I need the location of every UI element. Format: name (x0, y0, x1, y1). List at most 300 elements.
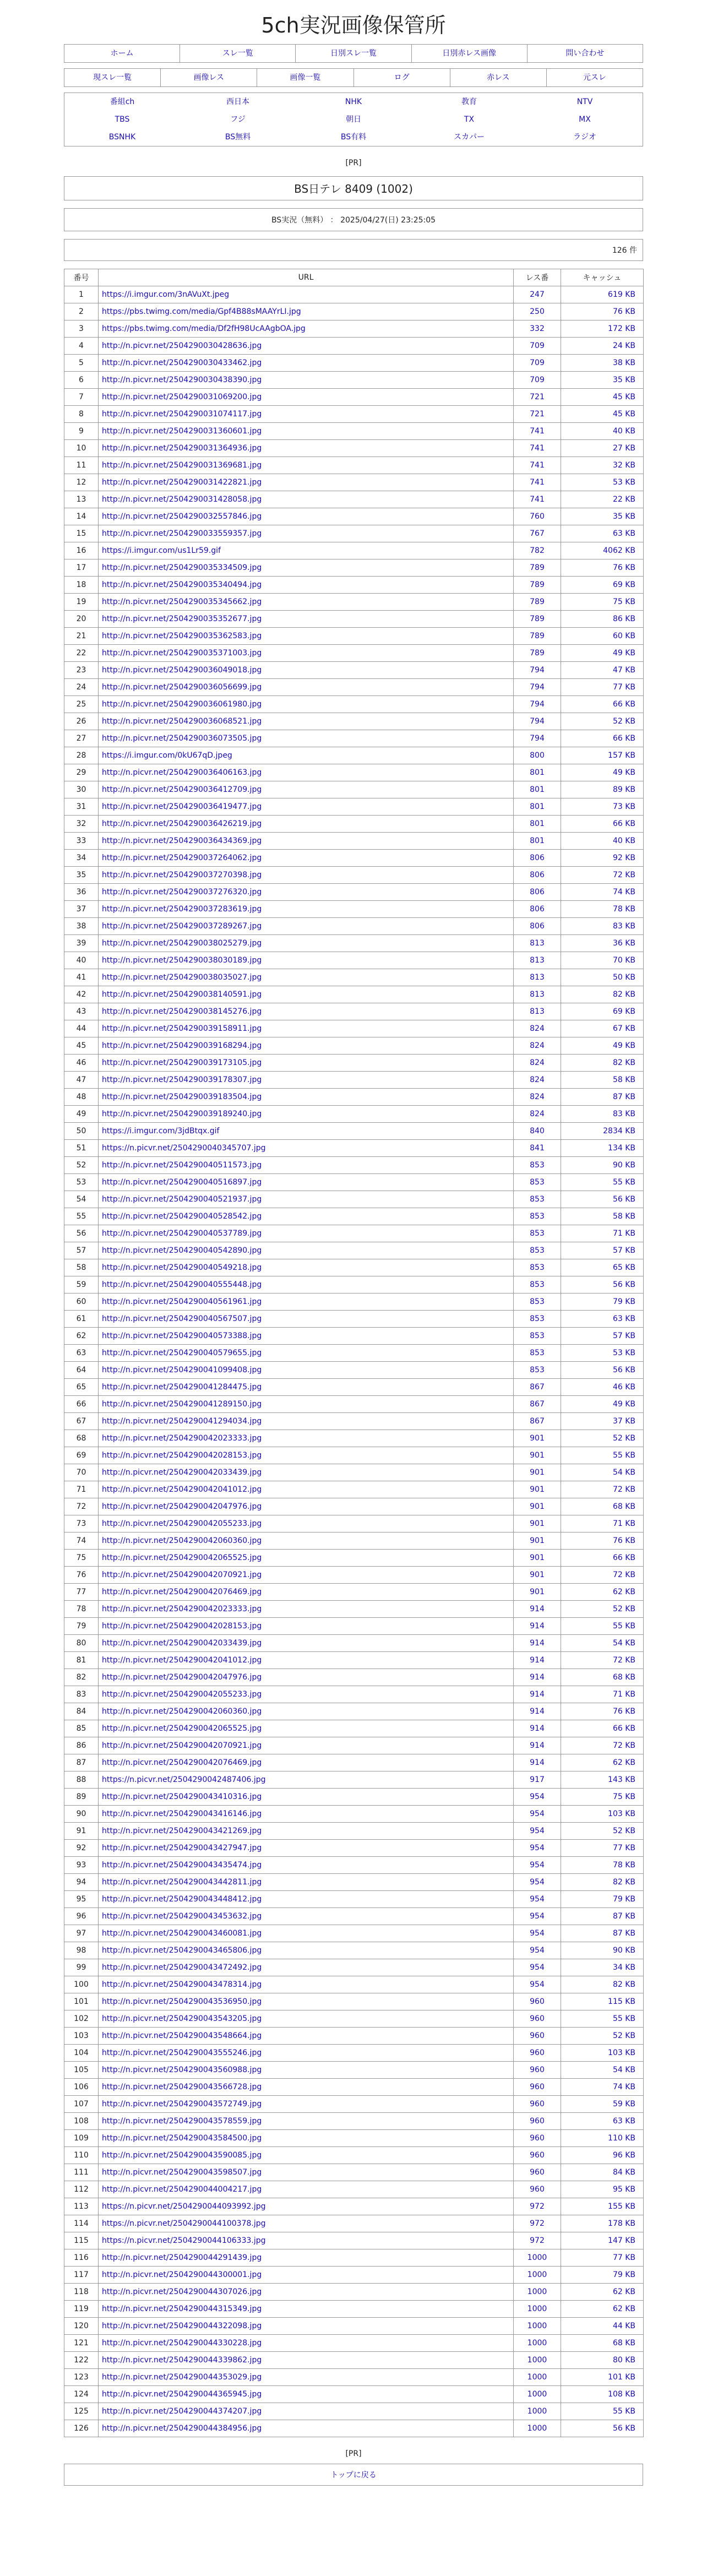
res-number-link[interactable]: 1000 (527, 2305, 547, 2313)
res-number-link[interactable]: 247 (530, 290, 545, 299)
res-number-link[interactable]: 901 (530, 1502, 545, 1511)
cache-size-link[interactable]: 45 KB (612, 410, 635, 419)
res-number-link[interactable]: 782 (530, 546, 545, 555)
channel-link[interactable]: TX (464, 115, 475, 124)
res-number-link[interactable]: 853 (530, 1297, 545, 1306)
channel-link[interactable]: NTV (577, 97, 593, 106)
res-number-link[interactable]: 741 (530, 427, 545, 436)
cache-size-link[interactable]: 62 KB (612, 2305, 635, 2313)
cache-size-link[interactable]: 45 KB (612, 393, 635, 401)
res-number-link[interactable]: 901 (530, 1570, 545, 1579)
res-number-link[interactable]: 813 (530, 956, 545, 965)
channel-link[interactable]: ラジオ (573, 133, 596, 142)
res-number-link[interactable]: 853 (530, 1229, 545, 1238)
res-number-link[interactable]: 794 (530, 700, 545, 709)
res-number-link[interactable]: 914 (530, 1622, 545, 1631)
image-url-link[interactable]: https://pbs.twimg.com/media/Df2fH98UcAAgbOA.jpg (102, 324, 306, 333)
cache-size-link[interactable]: 54 KB (612, 2066, 635, 2074)
res-number-link[interactable]: 794 (530, 666, 545, 675)
image-url-link[interactable]: http://n.picvr.net/2504290043560988.jpg (102, 2066, 262, 2074)
cache-size-link[interactable]: 74 KB (612, 2083, 635, 2091)
image-url-link[interactable]: http://n.picvr.net/2504290038035027.jpg (102, 973, 262, 982)
image-url-link[interactable]: http://n.picvr.net/2504290040561961.jpg (102, 1297, 262, 1306)
cache-size-link[interactable]: 68 KB (612, 1502, 635, 1511)
res-number-link[interactable]: 1000 (527, 2356, 547, 2365)
res-number-link[interactable]: 917 (530, 1775, 545, 1784)
cache-size-link[interactable]: 72 KB (612, 871, 635, 879)
image-url-link[interactable]: http://n.picvr.net/2504290032557846.jpg (102, 512, 262, 521)
res-number-link[interactable]: 813 (530, 973, 545, 982)
cache-size-link[interactable]: 83 KB (612, 1110, 635, 1118)
nav-daily-red-images[interactable]: 日別赤レス画像 (411, 45, 527, 62)
image-url-link[interactable]: http://n.picvr.net/2504290031428058.jpg (102, 495, 262, 504)
nav-home[interactable]: ホーム (110, 49, 134, 58)
channel-link[interactable]: BSNHK (108, 133, 136, 142)
image-url-link[interactable]: http://n.picvr.net/2504290043453632.jpg (102, 1912, 262, 1921)
res-number-link[interactable]: 853 (530, 1349, 545, 1357)
cache-size-link[interactable]: 115 KB (608, 1997, 635, 2006)
image-url-link[interactable]: http://n.picvr.net/2504290041284475.jpg (102, 1383, 262, 1392)
cache-size-link[interactable]: 60 KB (612, 632, 635, 640)
cache-size-link[interactable]: 66 KB (612, 1553, 635, 1562)
image-url-link[interactable]: http://n.picvr.net/2504290044339862.jpg (102, 2356, 262, 2365)
image-url-link[interactable]: http://n.picvr.net/2504290043435474.jpg (102, 1861, 262, 1869)
cache-size-link[interactable]: 63 KB (612, 2117, 635, 2126)
res-number-link[interactable]: 789 (530, 563, 545, 572)
res-number-link[interactable]: 914 (530, 1673, 545, 1682)
image-url-link[interactable]: http://n.picvr.net/2504290043465806.jpg (102, 1946, 262, 1955)
res-number-link[interactable]: 794 (530, 734, 545, 743)
res-number-link[interactable]: 853 (530, 1280, 545, 1289)
res-number-link[interactable]: 800 (530, 751, 545, 760)
image-url-link[interactable]: http://n.picvr.net/2504290044365945.jpg (102, 2390, 262, 2399)
image-url-link[interactable]: http://n.picvr.net/2504290044307026.jpg (102, 2287, 262, 2296)
res-number-link[interactable]: 901 (530, 1434, 545, 1443)
res-number-link[interactable]: 853 (530, 1366, 545, 1374)
image-url-link[interactable]: http://n.picvr.net/2504290042060360.jpg (102, 1707, 262, 1716)
image-url-link[interactable]: http://n.picvr.net/2504290040516897.jpg (102, 1178, 262, 1187)
res-number-link[interactable]: 853 (530, 1246, 545, 1255)
res-number-link[interactable]: 853 (530, 1332, 545, 1340)
image-url-link[interactable]: http://n.picvr.net/2504290042055233.jpg (102, 1519, 262, 1528)
res-number-link[interactable]: 901 (530, 1451, 545, 1460)
cache-size-link[interactable]: 172 KB (608, 324, 635, 333)
res-number-link[interactable]: 741 (530, 461, 545, 470)
image-url-link[interactable]: http://n.picvr.net/2504290035371003.jpg (102, 649, 262, 657)
res-number-link[interactable]: 824 (530, 1024, 545, 1033)
cache-size-link[interactable]: 52 KB (612, 1434, 635, 1443)
image-url-link[interactable]: http://n.picvr.net/2504290038030189.jpg (102, 956, 262, 965)
image-url-link[interactable]: http://n.picvr.net/2504290036419477.jpg (102, 802, 262, 811)
image-url-link[interactable]: http://n.picvr.net/2504290031369681.jpg (102, 461, 262, 470)
cache-size-link[interactable]: 83 KB (612, 922, 635, 931)
res-number-link[interactable]: 972 (530, 2219, 545, 2228)
image-url-link[interactable]: http://n.picvr.net/2504290043543205.jpg (102, 2014, 262, 2023)
image-url-link[interactable]: http://n.picvr.net/2504290040573388.jpg (102, 1332, 262, 1340)
image-url-link[interactable]: http://n.picvr.net/2504290037283619.jpg (102, 905, 262, 914)
image-url-link[interactable]: http://n.picvr.net/2504290040537789.jpg (102, 1229, 262, 1238)
cache-size-link[interactable]: 87 KB (612, 1912, 635, 1921)
cache-size-link[interactable]: 34 KB (612, 1963, 635, 1972)
image-url-link[interactable]: http://n.picvr.net/2504290043410316.jpg (102, 1792, 262, 1801)
image-url-link[interactable]: http://n.picvr.net/2504290042047976.jpg (102, 1502, 262, 1511)
res-number-link[interactable]: 853 (530, 1263, 545, 1272)
image-url-link[interactable]: http://n.picvr.net/2504290037289267.jpg (102, 922, 262, 931)
cache-size-link[interactable]: 72 KB (612, 1656, 635, 1665)
image-url-link[interactable]: http://n.picvr.net/2504290038145276.jpg (102, 1007, 262, 1016)
res-number-link[interactable]: 960 (530, 2066, 545, 2074)
res-number-link[interactable]: 853 (530, 1161, 545, 1170)
cache-size-link[interactable]: 103 KB (608, 2048, 635, 2057)
res-number-link[interactable]: 806 (530, 905, 545, 914)
res-number-link[interactable]: 914 (530, 1690, 545, 1699)
image-url-link[interactable]: http://n.picvr.net/2504290044300001.jpg (102, 2270, 262, 2279)
image-url-link[interactable]: http://n.picvr.net/2504290036406163.jpg (102, 768, 262, 777)
image-url-link[interactable]: http://n.picvr.net/2504290039189240.jpg (102, 1110, 262, 1118)
res-number-link[interactable]: 794 (530, 683, 545, 692)
cache-size-link[interactable]: 52 KB (612, 1605, 635, 1613)
cache-size-link[interactable]: 71 KB (612, 1229, 635, 1238)
cache-size-link[interactable]: 56 KB (612, 1366, 635, 1374)
cache-size-link[interactable]: 40 KB (612, 836, 635, 845)
cache-size-link[interactable]: 55 KB (612, 2014, 635, 2023)
res-number-link[interactable]: 960 (530, 2117, 545, 2126)
image-url-link[interactable]: http://n.picvr.net/2504290042070921.jpg (102, 1570, 262, 1579)
cache-size-link[interactable]: 68 KB (612, 1673, 635, 1682)
res-number-link[interactable]: 914 (530, 1605, 545, 1613)
cache-size-link[interactable]: 27 KB (612, 444, 635, 453)
res-number-link[interactable]: 960 (530, 2134, 545, 2143)
nav-image-res[interactable]: 画像レス (160, 69, 257, 86)
channel-link[interactable]: MX (579, 115, 591, 124)
cache-size-link[interactable]: 57 KB (612, 1246, 635, 1255)
image-url-link[interactable]: http://n.picvr.net/2504290044322098.jpg (102, 2322, 262, 2330)
cache-size-link[interactable]: 66 KB (612, 1724, 635, 1733)
image-url-link[interactable]: http://n.picvr.net/2504290042047976.jpg (102, 1673, 262, 1682)
image-url-link[interactable]: http://n.picvr.net/2504290043427947.jpg (102, 1844, 262, 1852)
cache-size-link[interactable]: 76 KB (612, 1536, 635, 1545)
res-number-link[interactable]: 1000 (527, 2339, 547, 2347)
res-number-link[interactable]: 1000 (527, 2373, 547, 2382)
cache-size-link[interactable]: 82 KB (612, 1878, 635, 1887)
res-number-link[interactable]: 789 (530, 632, 545, 640)
res-number-link[interactable]: 709 (530, 358, 545, 367)
cache-size-link[interactable]: 147 KB (608, 2236, 635, 2245)
res-number-link[interactable]: 1000 (527, 2270, 547, 2279)
res-number-link[interactable]: 741 (530, 444, 545, 453)
image-url-link[interactable]: http://n.picvr.net/2504290043598507.jpg (102, 2168, 262, 2177)
image-url-link[interactable]: http://n.picvr.net/2504290035352677.jpg (102, 615, 262, 623)
nav-daily-threads[interactable]: 日別スレ一覧 (295, 45, 411, 62)
image-url-link[interactable]: http://n.picvr.net/2504290044384956.jpg (102, 2424, 262, 2433)
image-url-link[interactable]: http://n.picvr.net/2504290043584500.jpg (102, 2134, 262, 2143)
res-number-link[interactable]: 853 (530, 1195, 545, 1204)
image-url-link[interactable]: http://n.picvr.net/2504290042033439.jpg (102, 1468, 262, 1477)
nav-current-threads[interactable]: 現スレ一覧 (93, 73, 132, 82)
res-number-link[interactable]: 1000 (527, 2322, 547, 2330)
res-number-link[interactable]: 789 (530, 580, 545, 589)
image-url-link[interactable]: http://n.picvr.net/2504290036073505.jpg (102, 734, 262, 743)
image-url-link[interactable]: http://n.picvr.net/2504290036056699.jpg (102, 683, 262, 692)
image-url-link[interactable]: http://n.picvr.net/2504290044291439.jpg (102, 2253, 262, 2262)
cache-size-link[interactable]: 69 KB (612, 1007, 635, 1016)
res-number-link[interactable]: 813 (530, 990, 545, 999)
cache-size-link[interactable]: 71 KB (612, 1690, 635, 1699)
cache-size-link[interactable]: 78 KB (612, 905, 635, 914)
res-number-link[interactable]: 960 (530, 2014, 545, 2023)
image-url-link[interactable]: http://n.picvr.net/2504290040511573.jpg (102, 1161, 262, 1170)
cache-size-link[interactable]: 55 KB (612, 1178, 635, 1187)
image-url-link[interactable]: http://n.picvr.net/2504290044374207.jpg (102, 2407, 262, 2416)
image-url-link[interactable]: https://i.imgur.com/3jdBtqx.gif (102, 1127, 220, 1135)
channel-link[interactable]: スカパー (454, 133, 485, 142)
image-url-link[interactable]: http://n.picvr.net/2504290043555246.jpg (102, 2048, 262, 2057)
res-number-link[interactable]: 806 (530, 888, 545, 896)
image-url-link[interactable]: https://n.picvr.net/2504290040345707.jpg (102, 1144, 266, 1153)
cache-size-link[interactable]: 53 KB (612, 1349, 635, 1357)
res-number-link[interactable]: 801 (530, 785, 545, 794)
res-number-link[interactable]: 709 (530, 376, 545, 384)
cache-size-link[interactable]: 66 KB (612, 734, 635, 743)
res-number-link[interactable]: 954 (530, 1929, 545, 1938)
cache-size-link[interactable]: 68 KB (612, 2339, 635, 2347)
image-url-link[interactable]: http://n.picvr.net/2504290042028153.jpg (102, 1622, 262, 1631)
cache-size-link[interactable]: 72 KB (612, 1570, 635, 1579)
image-url-link[interactable]: http://n.picvr.net/2504290038025279.jpg (102, 939, 262, 948)
image-url-link[interactable]: http://n.picvr.net/2504290043416146.jpg (102, 1809, 262, 1818)
image-url-link[interactable]: http://n.picvr.net/2504290044330228.jpg (102, 2339, 262, 2347)
res-number-link[interactable]: 914 (530, 1741, 545, 1750)
cache-size-link[interactable]: 90 KB (612, 1161, 635, 1170)
nav-original-thread[interactable]: 元スレ (546, 69, 643, 86)
cache-size-link[interactable]: 65 KB (612, 1263, 635, 1272)
cache-size-link[interactable]: 76 KB (612, 563, 635, 572)
channel-link[interactable]: 番組ch (110, 97, 135, 106)
res-number-link[interactable]: 250 (530, 307, 545, 316)
res-number-link[interactable]: 709 (530, 341, 545, 350)
image-url-link[interactable]: http://n.picvr.net/2504290040555448.jpg (102, 1280, 262, 1289)
cache-size-link[interactable]: 74 KB (612, 888, 635, 896)
cache-size-link[interactable]: 50 KB (612, 973, 635, 982)
image-url-link[interactable]: http://n.picvr.net/2504290044004217.jpg (102, 2185, 262, 2194)
cache-size-link[interactable]: 619 KB (608, 290, 635, 299)
image-url-link[interactable]: http://n.picvr.net/2504290031364936.jpg (102, 444, 262, 453)
cache-size-link[interactable]: 95 KB (612, 2185, 635, 2194)
cache-size-link[interactable]: 79 KB (612, 1895, 635, 1904)
cache-size-link[interactable]: 54 KB (612, 1468, 635, 1477)
image-url-link[interactable]: http://n.picvr.net/2504290042028153.jpg (102, 1451, 262, 1460)
cache-size-link[interactable]: 77 KB (612, 1844, 635, 1852)
res-number-link[interactable]: 332 (530, 324, 545, 333)
res-number-link[interactable]: 853 (530, 1212, 545, 1221)
image-url-link[interactable]: http://n.picvr.net/2504290042023333.jpg (102, 1605, 262, 1613)
res-number-link[interactable]: 721 (530, 393, 545, 401)
image-url-link[interactable]: http://n.picvr.net/2504290043572749.jpg (102, 2100, 262, 2108)
cache-size-link[interactable]: 82 KB (612, 1058, 635, 1067)
cache-size-link[interactable]: 46 KB (612, 1383, 635, 1392)
image-url-link[interactable]: http://n.picvr.net/2504290042065525.jpg (102, 1553, 262, 1562)
image-url-link[interactable]: http://n.picvr.net/2504290042055233.jpg (102, 1690, 262, 1699)
image-url-link[interactable]: http://n.picvr.net/2504290031422821.jpg (102, 478, 262, 487)
res-number-link[interactable]: 721 (530, 410, 545, 419)
image-url-link[interactable]: http://n.picvr.net/2504290042033439.jpg (102, 1639, 262, 1648)
cache-size-link[interactable]: 53 KB (612, 478, 635, 487)
cache-size-link[interactable]: 79 KB (612, 1297, 635, 1306)
image-url-link[interactable]: https://n.picvr.net/2504290044100378.jpg (102, 2219, 266, 2228)
channel-link[interactable]: BS無料 (225, 133, 251, 142)
cache-size-link[interactable]: 82 KB (612, 990, 635, 999)
image-url-link[interactable]: http://n.picvr.net/2504290042065525.jpg (102, 1724, 262, 1733)
cache-size-link[interactable]: 87 KB (612, 1929, 635, 1938)
image-url-link[interactable]: http://n.picvr.net/2504290041289150.jpg (102, 1400, 262, 1409)
image-url-link[interactable]: http://n.picvr.net/2504290043472492.jpg (102, 1963, 262, 1972)
cache-size-link[interactable]: 55 KB (612, 1622, 635, 1631)
cache-size-link[interactable]: 49 KB (612, 1041, 635, 1050)
image-url-link[interactable]: http://n.picvr.net/2504290035334509.jpg (102, 563, 262, 572)
cache-size-link[interactable]: 58 KB (612, 1075, 635, 1084)
res-number-link[interactable]: 853 (530, 1178, 545, 1187)
image-url-link[interactable]: http://n.picvr.net/2504290031074117.jpg (102, 410, 262, 419)
image-url-link[interactable]: https://i.imgur.com/us1Lr59.gif (102, 546, 221, 555)
image-url-link[interactable]: http://n.picvr.net/2504290042076469.jpg (102, 1588, 262, 1596)
image-url-link[interactable]: http://n.picvr.net/2504290044353029.jpg (102, 2373, 262, 2382)
res-number-link[interactable]: 813 (530, 1007, 545, 1016)
image-url-link[interactable]: http://n.picvr.net/2504290041099408.jpg (102, 1366, 262, 1374)
image-url-link[interactable]: http://n.picvr.net/2504290030433462.jpg (102, 358, 262, 367)
image-url-link[interactable]: http://n.picvr.net/2504290042023333.jpg (102, 1434, 262, 1443)
nav-thread-list[interactable]: スレ一覧 (180, 45, 295, 62)
res-number-link[interactable]: 960 (530, 1997, 545, 2006)
cache-size-link[interactable]: 75 KB (612, 597, 635, 606)
image-url-link[interactable]: http://n.picvr.net/2504290043448412.jpg (102, 1895, 262, 1904)
site-title[interactable]: 5ch実況画像保管所 (261, 13, 446, 37)
cache-size-link[interactable]: 76 KB (612, 1707, 635, 1716)
res-number-link[interactable]: 901 (530, 1468, 545, 1477)
channel-link[interactable]: 西日本 (226, 97, 249, 106)
res-number-link[interactable]: 960 (530, 2100, 545, 2108)
cache-size-link[interactable]: 76 KB (612, 307, 635, 316)
image-url-link[interactable]: http://n.picvr.net/2504290030438390.jpg (102, 376, 262, 384)
image-url-link[interactable]: http://n.picvr.net/2504290039158911.jpg (102, 1024, 262, 1033)
res-number-link[interactable]: 972 (530, 2236, 545, 2245)
image-url-link[interactable]: http://n.picvr.net/2504290036412709.jpg (102, 785, 262, 794)
image-url-link[interactable]: http://n.picvr.net/2504290042060360.jpg (102, 1536, 262, 1545)
cache-size-link[interactable]: 37 KB (612, 1417, 635, 1426)
res-number-link[interactable]: 914 (530, 1639, 545, 1648)
image-url-link[interactable]: https://i.imgur.com/3nAVuXt.jpeg (102, 290, 230, 299)
res-number-link[interactable]: 801 (530, 802, 545, 811)
channel-link[interactable]: BS有料 (340, 133, 367, 142)
image-url-link[interactable]: http://n.picvr.net/2504290037264062.jpg (102, 854, 262, 862)
image-url-link[interactable]: http://n.picvr.net/2504290042041012.jpg (102, 1485, 262, 1494)
channel-link[interactable]: フジ (230, 115, 246, 124)
cache-size-link[interactable]: 63 KB (612, 1314, 635, 1323)
image-url-link[interactable]: http://n.picvr.net/2504290039183504.jpg (102, 1093, 262, 1101)
image-url-link[interactable]: http://n.picvr.net/2504290039173105.jpg (102, 1058, 262, 1067)
channel-link[interactable]: TBS (115, 115, 130, 124)
res-number-link[interactable]: 824 (530, 1093, 545, 1101)
cache-size-link[interactable]: 56 KB (612, 1195, 635, 1204)
cache-size-link[interactable]: 82 KB (612, 1980, 635, 1989)
image-url-link[interactable]: http://n.picvr.net/2504290030428636.jpg (102, 341, 262, 350)
image-url-link[interactable]: https://i.imgur.com/0kU67qD.jpeg (102, 751, 232, 760)
res-number-link[interactable]: 794 (530, 717, 545, 726)
res-number-link[interactable]: 901 (530, 1536, 545, 1545)
image-url-link[interactable]: http://n.picvr.net/2504290037276320.jpg (102, 888, 262, 896)
cache-size-link[interactable]: 86 KB (612, 615, 635, 623)
cache-size-link[interactable]: 59 KB (612, 2100, 635, 2108)
res-number-link[interactable]: 954 (530, 1827, 545, 1835)
image-url-link[interactable]: http://n.picvr.net/2504290042076469.jpg (102, 1758, 262, 1767)
cache-size-link[interactable]: 103 KB (608, 1809, 635, 1818)
cache-size-link[interactable]: 155 KB (608, 2202, 635, 2211)
cache-size-link[interactable]: 57 KB (612, 1332, 635, 1340)
cache-size-link[interactable]: 101 KB (608, 2373, 635, 2382)
cache-size-link[interactable]: 63 KB (612, 529, 635, 538)
image-url-link[interactable]: http://n.picvr.net/2504290043548664.jpg (102, 2031, 262, 2040)
res-number-link[interactable]: 767 (530, 529, 545, 538)
image-url-link[interactable]: http://n.picvr.net/2504290031360601.jpg (102, 427, 262, 436)
cache-size-link[interactable]: 32 KB (612, 461, 635, 470)
res-number-link[interactable]: 901 (530, 1519, 545, 1528)
image-url-link[interactable]: http://n.picvr.net/2504290040542890.jpg (102, 1246, 262, 1255)
res-number-link[interactable]: 789 (530, 615, 545, 623)
image-url-link[interactable]: http://n.picvr.net/2504290044315349.jpg (102, 2305, 262, 2313)
res-number-link[interactable]: 954 (530, 1878, 545, 1887)
nav-image-list[interactable]: 画像一覧 (257, 69, 353, 86)
image-url-link[interactable]: http://n.picvr.net/2504290039178307.jpg (102, 1075, 262, 1084)
res-number-link[interactable]: 806 (530, 922, 545, 931)
cache-size-link[interactable]: 92 KB (612, 854, 635, 862)
cache-size-link[interactable]: 55 KB (612, 1451, 635, 1460)
cache-size-link[interactable]: 22 KB (612, 495, 635, 504)
cache-size-link[interactable]: 70 KB (612, 956, 635, 965)
res-number-link[interactable]: 741 (530, 478, 545, 487)
res-number-link[interactable]: 954 (530, 1792, 545, 1801)
image-url-link[interactable]: http://n.picvr.net/2504290036434369.jpg (102, 836, 262, 845)
res-number-link[interactable]: 801 (530, 836, 545, 845)
res-number-link[interactable]: 954 (530, 1980, 545, 1989)
nav-log[interactable]: ログ (354, 69, 450, 86)
res-number-link[interactable]: 840 (530, 1127, 545, 1135)
res-number-link[interactable]: 789 (530, 649, 545, 657)
image-url-link[interactable]: http://n.picvr.net/2504290040567507.jpg (102, 1314, 262, 1323)
res-number-link[interactable]: 954 (530, 1895, 545, 1904)
cache-size-link[interactable]: 49 KB (612, 768, 635, 777)
image-url-link[interactable]: http://n.picvr.net/2504290043590085.jpg (102, 2151, 262, 2160)
image-url-link[interactable]: http://n.picvr.net/2504290040549218.jpg (102, 1263, 262, 1272)
cache-size-link[interactable]: 52 KB (612, 1827, 635, 1835)
cache-size-link[interactable]: 55 KB (612, 2407, 635, 2416)
res-number-link[interactable]: 806 (530, 854, 545, 862)
cache-size-link[interactable]: 143 KB (608, 1775, 635, 1784)
res-number-link[interactable]: 901 (530, 1588, 545, 1596)
image-url-link[interactable]: http://n.picvr.net/2504290040579655.jpg (102, 1349, 262, 1357)
cache-size-link[interactable]: 157 KB (608, 751, 635, 760)
image-url-link[interactable]: http://n.picvr.net/2504290035340494.jpg (102, 580, 262, 589)
nav-red-res[interactable]: 赤レス (450, 69, 546, 86)
res-number-link[interactable]: 801 (530, 768, 545, 777)
cache-size-link[interactable]: 49 KB (612, 649, 635, 657)
res-number-link[interactable]: 954 (530, 1912, 545, 1921)
cache-size-link[interactable]: 4062 KB (603, 546, 635, 555)
image-url-link[interactable]: http://n.picvr.net/2504290031069200.jpg (102, 393, 262, 401)
image-url-link[interactable]: http://n.picvr.net/2504290036068521.jpg (102, 717, 262, 726)
res-number-link[interactable]: 813 (530, 939, 545, 948)
cache-size-link[interactable]: 58 KB (612, 1212, 635, 1221)
res-number-link[interactable]: 789 (530, 597, 545, 606)
image-url-link[interactable]: http://n.picvr.net/2504290037270398.jpg (102, 871, 262, 879)
